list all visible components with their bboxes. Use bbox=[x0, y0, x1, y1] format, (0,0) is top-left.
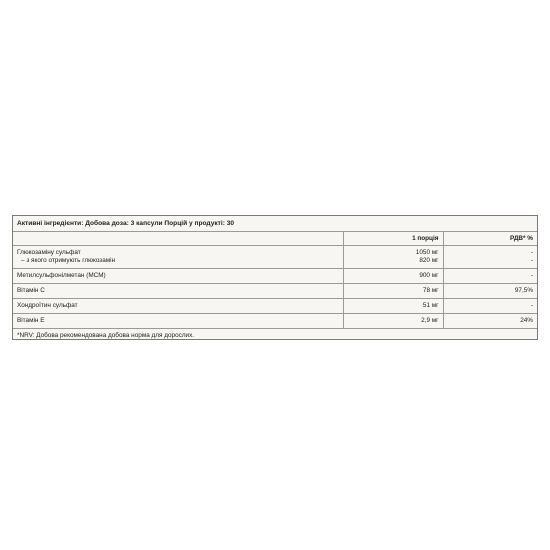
footnote: *NRV: Добова рекомендована добова норма для дорослих. bbox=[13, 329, 537, 344]
ingredient-dose-main: 1050 мг bbox=[415, 249, 439, 256]
ingredient-name: Хондроїтин сульфат bbox=[13, 299, 343, 314]
footnote-row bbox=[13, 329, 537, 344]
ingredient-name-main: Глюкозаміну сульфат bbox=[17, 249, 81, 256]
ingredient-rdv-sub: - bbox=[530, 257, 533, 264]
ingredient-rdv: 97,5% bbox=[443, 284, 537, 299]
ingredient-dose: 900 мг bbox=[343, 269, 443, 284]
ingredient-name bbox=[13, 246, 343, 269]
ingredient-rdv: - bbox=[443, 299, 537, 314]
ingredient-rdv bbox=[443, 246, 537, 269]
table-title: Активні інгредієнти: Добова доза: 3 капсули Порцій у продукті: 30 bbox=[13, 216, 537, 232]
header-rdv: РДВ* % bbox=[443, 232, 537, 246]
table-row bbox=[13, 299, 537, 314]
ingredient-rdv-main: - bbox=[530, 249, 533, 256]
ingredient-name: Метилсульфонілметан (МСМ) bbox=[13, 269, 343, 284]
table-row bbox=[13, 269, 537, 284]
table-header-row bbox=[13, 232, 537, 246]
ingredient-rdv: 24% bbox=[443, 314, 537, 329]
table-title-row bbox=[13, 216, 537, 232]
header-name-cell bbox=[13, 232, 343, 246]
ingredient-dose: 78 мг bbox=[343, 284, 443, 299]
ingredient-dose: 2,9 мг bbox=[343, 314, 443, 329]
table-row bbox=[13, 314, 537, 329]
ingredient-name: Вітамін С bbox=[13, 284, 343, 299]
supplement-facts-panel bbox=[12, 215, 538, 340]
supplement-facts-table bbox=[13, 216, 537, 343]
ingredient-dose bbox=[343, 246, 443, 269]
ingredient-dose: 51 мг bbox=[343, 299, 443, 314]
header-serving: 1 порція bbox=[343, 232, 443, 246]
ingredient-name: Вітамін Е bbox=[13, 314, 343, 329]
table-row bbox=[13, 246, 537, 269]
table-row bbox=[13, 284, 537, 299]
ingredient-dose-sub: 820 мг bbox=[419, 257, 439, 264]
ingredient-name-sub: – з якого отримують глюкозамін bbox=[21, 257, 116, 264]
ingredient-rdv: - bbox=[443, 269, 537, 284]
